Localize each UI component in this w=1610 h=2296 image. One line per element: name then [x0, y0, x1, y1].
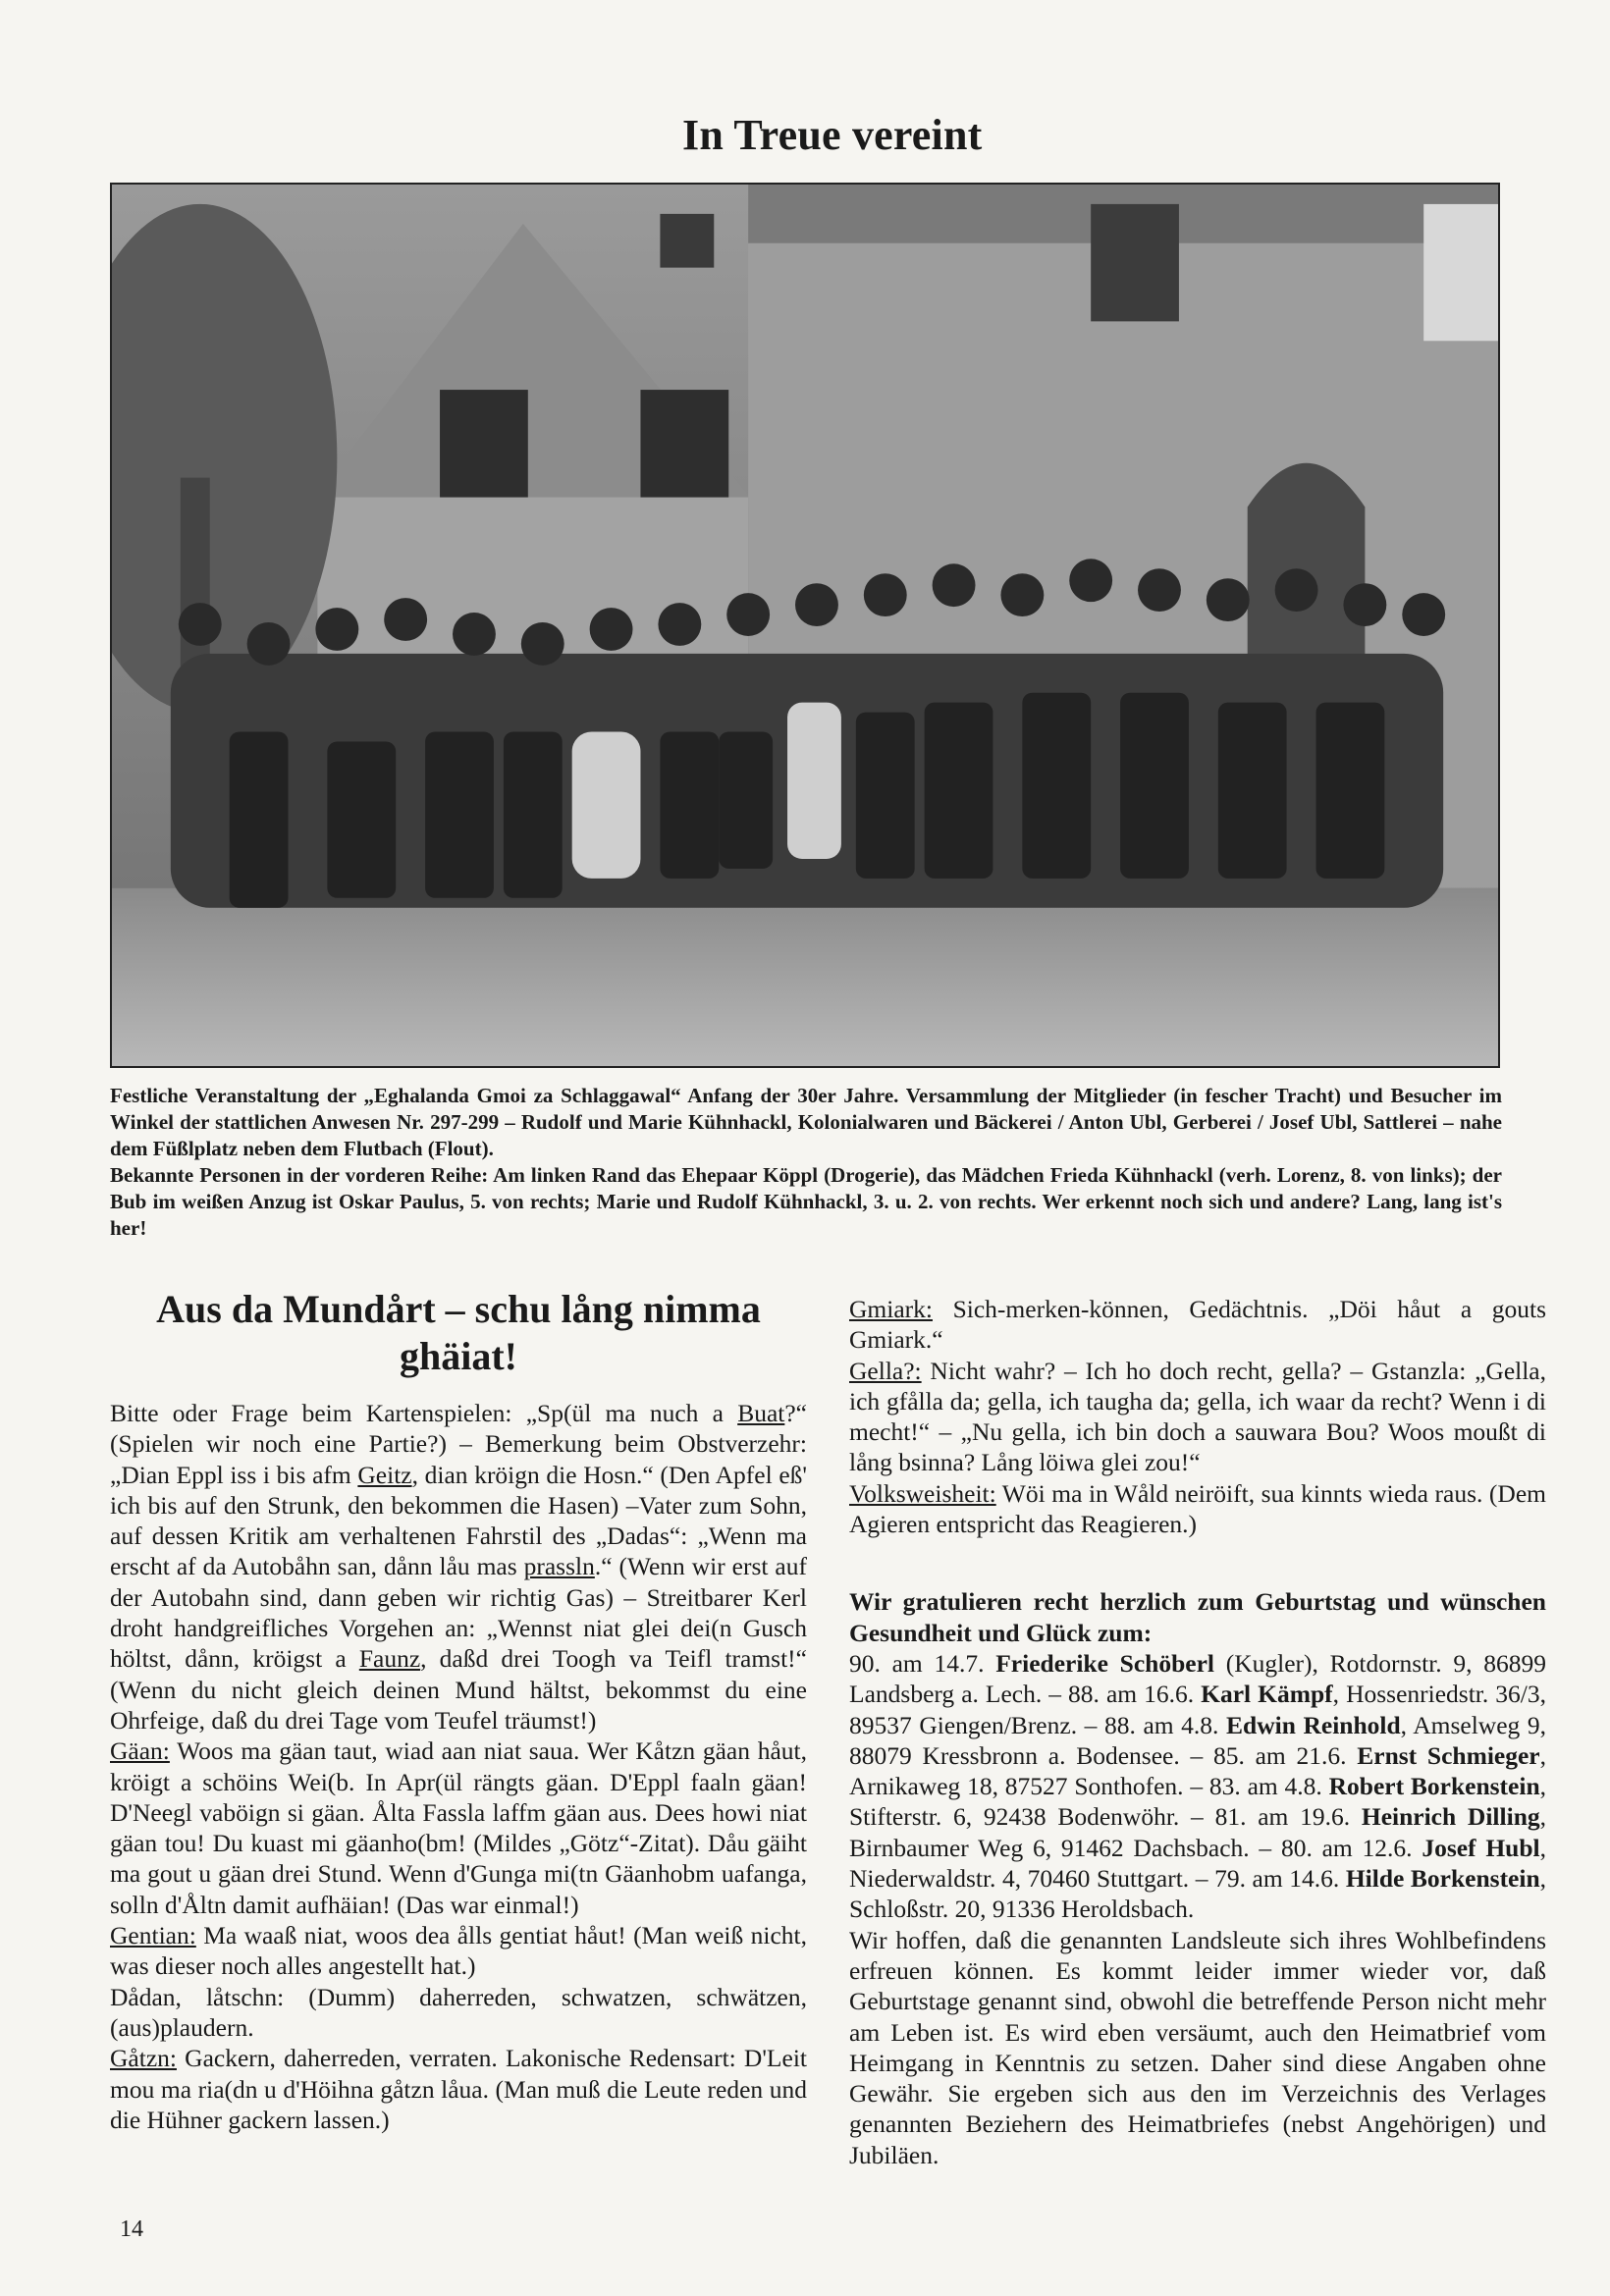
dialect-column — [110, 1286, 807, 2135]
birthday-list: 90. am 14.7. Friederike Schöberl (Kugler), Rotdornstr. 9, 86899 Landsberg a. Lech. – 88. am 16.6. Karl Kämpf, Hossenriedstr. 36/3, 89537 Giengen/Brenz. – 88. am 4.8. Edwin Reinhold, Amselweg 9, 88079 Kressbronn a. Bodensee. – 85. am 21.6. Ernst Schmieger, Arnikaweg 18, 87527 Sonthofen. – 83. am 4.8. Robert Borkenstein, Stifterstr. 6, 92438 Bodenwöhr. – 81. am 19.6. Heinrich Dilling, Birnbaumer Weg 6, 91462 Dachsbach. – 80. am 12.6. Josef Hubl, Niederwaldstr. 4, 70460 Stuttgart. – 79. am 14.6. Hilde Borkenstein, Schloßstr. 20, 91336 Heroldsbach. — [849, 1648, 1547, 1924]
caption-paragraph: Bekannte Personen in der vorderen Reihe: Am linken Rand das Ehepaar Köppl (Drogerie), das Mädchen Frieda Kühnhackl (verh. Lorenz, 8. von links); der Bub im weißen Anzug ist Oskar Paulus, 5. von rechts; Marie und Rudolf Kühnhackl, 3. u. 2. von rechts. Wer erkennt noch sich und andere? Lang, lang ist's her! — [110, 1163, 1502, 1240]
dialect-entry: Gentian: Ma waaß niat, woos dea ålls gentiat håut! (Man weiß nicht, was dieser noch alles angestellt hat.) — [110, 1921, 807, 1981]
photo-caption — [110, 1083, 1502, 1242]
window — [440, 390, 528, 498]
dialect-entry: Gella?: Nicht wahr? – Ich ho doch recht, gella? – Gstanzla: „Gella, ich gfålla da; gella, ich taugha da; gella, ich waar da recht? Wenn i di mecht!“ – „Nu gella, ich bin doch a sauwara Bou? Woos moußt di lång bsinna? Lång löiwa glei zou!“ — [849, 1356, 1546, 1477]
dialect-intro: Bitte oder Frage beim Kartenspielen: „Sp(ül ma nuch a Buat?“ (Spielen wir noch eine Partie?) – Bemerkung beim Obstverzehr: „Dian Eppl iss i bis afm Geitz, dian kröign die Hosn.“ (Den Apfel eß' ich bis auf den Strunk, den bekommen die Hasen) –Vater zum Sohn, auf dessen Kritik am verhaltenen Fahrstil des „Dadas“: „Wenn ma erscht af da Autobåhn san, dånn låu mas prassln.“ (Wenn wir erst auf der Autobahn sind, dann geben wir richtig Gas) – Streitbarer Kerl droht handgreifliches Vorgehen an: „Wennst niat glei dei(n Gusch höltst, dånn, kröigst a Faunz, daßd drei Toogh va Teifl tramst!“ (Wenn du nicht gleich deinen Mund hältst, bekommst du eine Ohrfeige, daß du drei Tage vom Teufel träumst!) — [110, 1399, 807, 1735]
right-column — [849, 1294, 1546, 2170]
group-photo — [110, 183, 1500, 1068]
page-title: In Treue vereint — [682, 111, 983, 159]
dialect-entry: Gåtzn: Gackern, daherreden, verraten. Lakonische Redensart: D'Leit mou ma ria(dn u d'Höihna gåtzn låua. (Man muß die Leute reden und die Hühner gackern lassen.) — [110, 2044, 807, 2134]
dialect-entry: Dådan, låtschn: (Dumm) daherreden, schwatzen, schwätzen, (aus)plaudern. — [110, 1982, 807, 2042]
window — [660, 214, 714, 268]
boy-white-suit — [787, 703, 841, 859]
group-photo-illustration — [112, 185, 1498, 1066]
window — [1091, 204, 1179, 321]
dialect-entry: Gmiark: Sich-merken-können, Gedächtnis. „Döi håut a gouts Gmiark.“ — [849, 1295, 1546, 1355]
window — [640, 390, 728, 498]
window — [1423, 204, 1498, 341]
birthday-closing: Wir hoffen, daß die genannten Landsleute sich ihres Wohlbefindens erfreuen können. Es kommt leider immer wieder vor, daß Geburtstage genannt sind, obwohl die betreffende Person nicht mehr am Leben ist. Es wird eben versäumt, auch den Heimatbrief vom Heimgang in Kenntnis zu setzen. Daher sind diese Angaben ohne Gewähr. Sie ergeben sich aus den im Verzeichnis des Verlages genannten Beziehern des Heimatbriefes (nebst Angehörigen) und Jubiläen. — [849, 1925, 1546, 2169]
dialect-heading: Aus da Mundårt – schu lång nimma ghäiat! — [156, 1287, 761, 1378]
dialect-entry: Gäan: Woos ma gäan taut, wiad aan niat saua. Wer Kåtzn gäan håut, kröigt a schöins Wei(b. In Apr(ül rängts gäan. D'Eppl faaln gäan! D'Neegl vaböign si gäan. Ålta Fassla laffm gäan aus. Dees howi niat gäan tou! Du kuast mi gäanho(bm! (Mildes „Götz“-Zitat). Dåu gäiht ma gout u gäan drei Stund. Wenn d'Gunga mi(tn Gäanhobm uafanga, solln d'Åltn damit aufhäian! (Das war einmal!) — [110, 1736, 807, 1919]
page-number: 14 — [120, 2216, 143, 2242]
dialect-entry: Volksweisheit: Wöi ma in Wåld neiröift, sua kinnts wieda raus. (Dem Agieren entspricht das Reagieren.) — [849, 1478, 1546, 1539]
birthday-heading: Wir gratulieren recht herzlich zum Geburtstag und wünschen Gesundheit und Glück zum: — [849, 1587, 1546, 1647]
caption-paragraph: Festliche Veranstaltung der „Eghalanda Gmoi za Schlaggawal“ Anfang der 30er Jahre. Versammlung der Mitglieder (in fescher Tracht) und Besucher im Winkel der stattlichen Anwesen Nr. 297-299 – Rudolf und Marie Kühnhackl, Kolonialwaren und Bäckerei / Anton Ubl, Gerberei / Josef Ubl, Sattlerei – nahe dem Füßlplatz neben dem Flutbach (Flout). — [110, 1084, 1502, 1160]
girl-white-dress — [572, 732, 641, 879]
